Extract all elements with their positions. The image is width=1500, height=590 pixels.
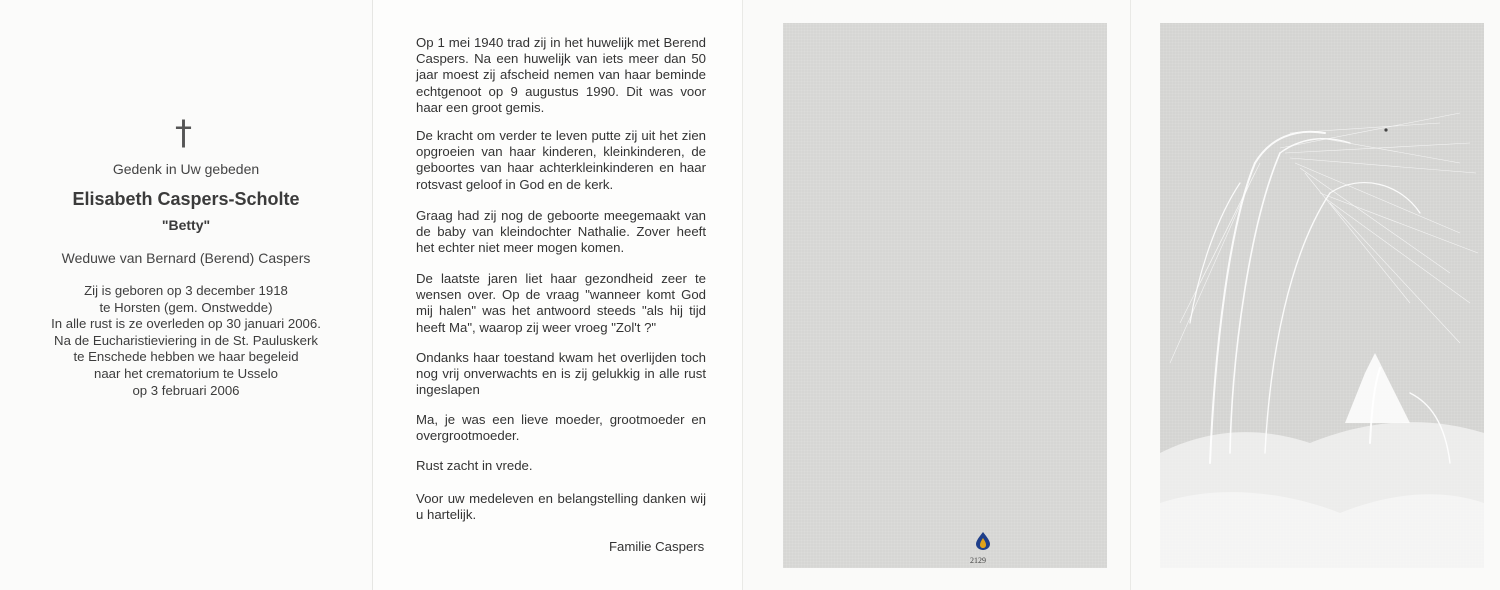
paragraph: Ondanks haar toestand kwam het overlijden toch nog vrij onverwachts en is zij gelukkig in alle rust ingeslapen [416,350,706,398]
detail-line: te Enschede hebben we haar begeleid [73,349,299,365]
flame-logo-icon [974,531,992,551]
paragraph: Voor uw medeleven en belangstelling danken wij u hartelijk. [416,491,706,523]
print-code: 2129 [970,556,986,565]
card-back-panel [742,0,1131,590]
wheat-photo [1160,23,1484,568]
detail-line: op 3 februari 2006 [132,382,240,398]
cross-icon: † [175,113,192,153]
paragraph: De laatste jaren liet haar gezondheid zeer te wensen over. Op de vraag "wanneer komt God mij halen" was het antwoord steeds "als hij tijd heeft Ma", waarop zij weer vroeg "Zol't ?" [416,271,706,335]
deceased-name: Elisabeth Caspers-Scholte [72,189,300,209]
life-details [0,283,372,399]
remember-line: Gedenk in Uw gebeden [112,161,260,177]
card-text-panel [372,0,743,590]
card-image-panel [1130,0,1500,590]
nickname: "Betty" [161,217,211,233]
wheat-ears-illustration [1160,23,1484,568]
signature: Familie Caspers [609,539,705,554]
detail-line: naar het crematorium te Usselo [94,365,278,381]
detail-line: Zij is geboren op 3 december 1918 [84,283,288,298]
gray-texture-block [783,23,1107,568]
widow-line: Weduwe van Bernard (Berend) Caspers [61,250,311,266]
paragraph: Op 1 mei 1940 trad zij in het huwelijk met Berend Caspers. Na een huwelijk van iets meer dan 50 jaar moest zij afscheid nemen van haar beminde echtgenoot op 9 augustus 1990. Dit was voor haar een groot gemis. [416,35,706,115]
detail-line: te Horsten (gem. Onstwedde) [99,299,273,315]
paragraph: De kracht om verder te leven putte zij uit het zien opgroeien van haar kinderen, kleinkinderen, de geboortes van haar achterkleinkinderen en haar rotsvast geloof in God en de kerk. [416,128,706,192]
paragraph: Rust zacht in vrede. [416,458,533,473]
detail-line: Na de Eucharistieviering in de St. Pauluskerk [54,332,318,348]
detail-line: In alle rust is ze overleden op 30 januari 2006. [51,316,321,332]
paragraph: Graag had zij nog de geboorte meegemaakt van de baby van kleindochter Nathalie. Zover heeft het echter niet meer mogen komen. [416,208,706,256]
paragraph: Ma, je was een lieve moeder, grootmoeder en overgrootmoeder. [416,412,706,444]
card-front-panel [0,0,372,590]
